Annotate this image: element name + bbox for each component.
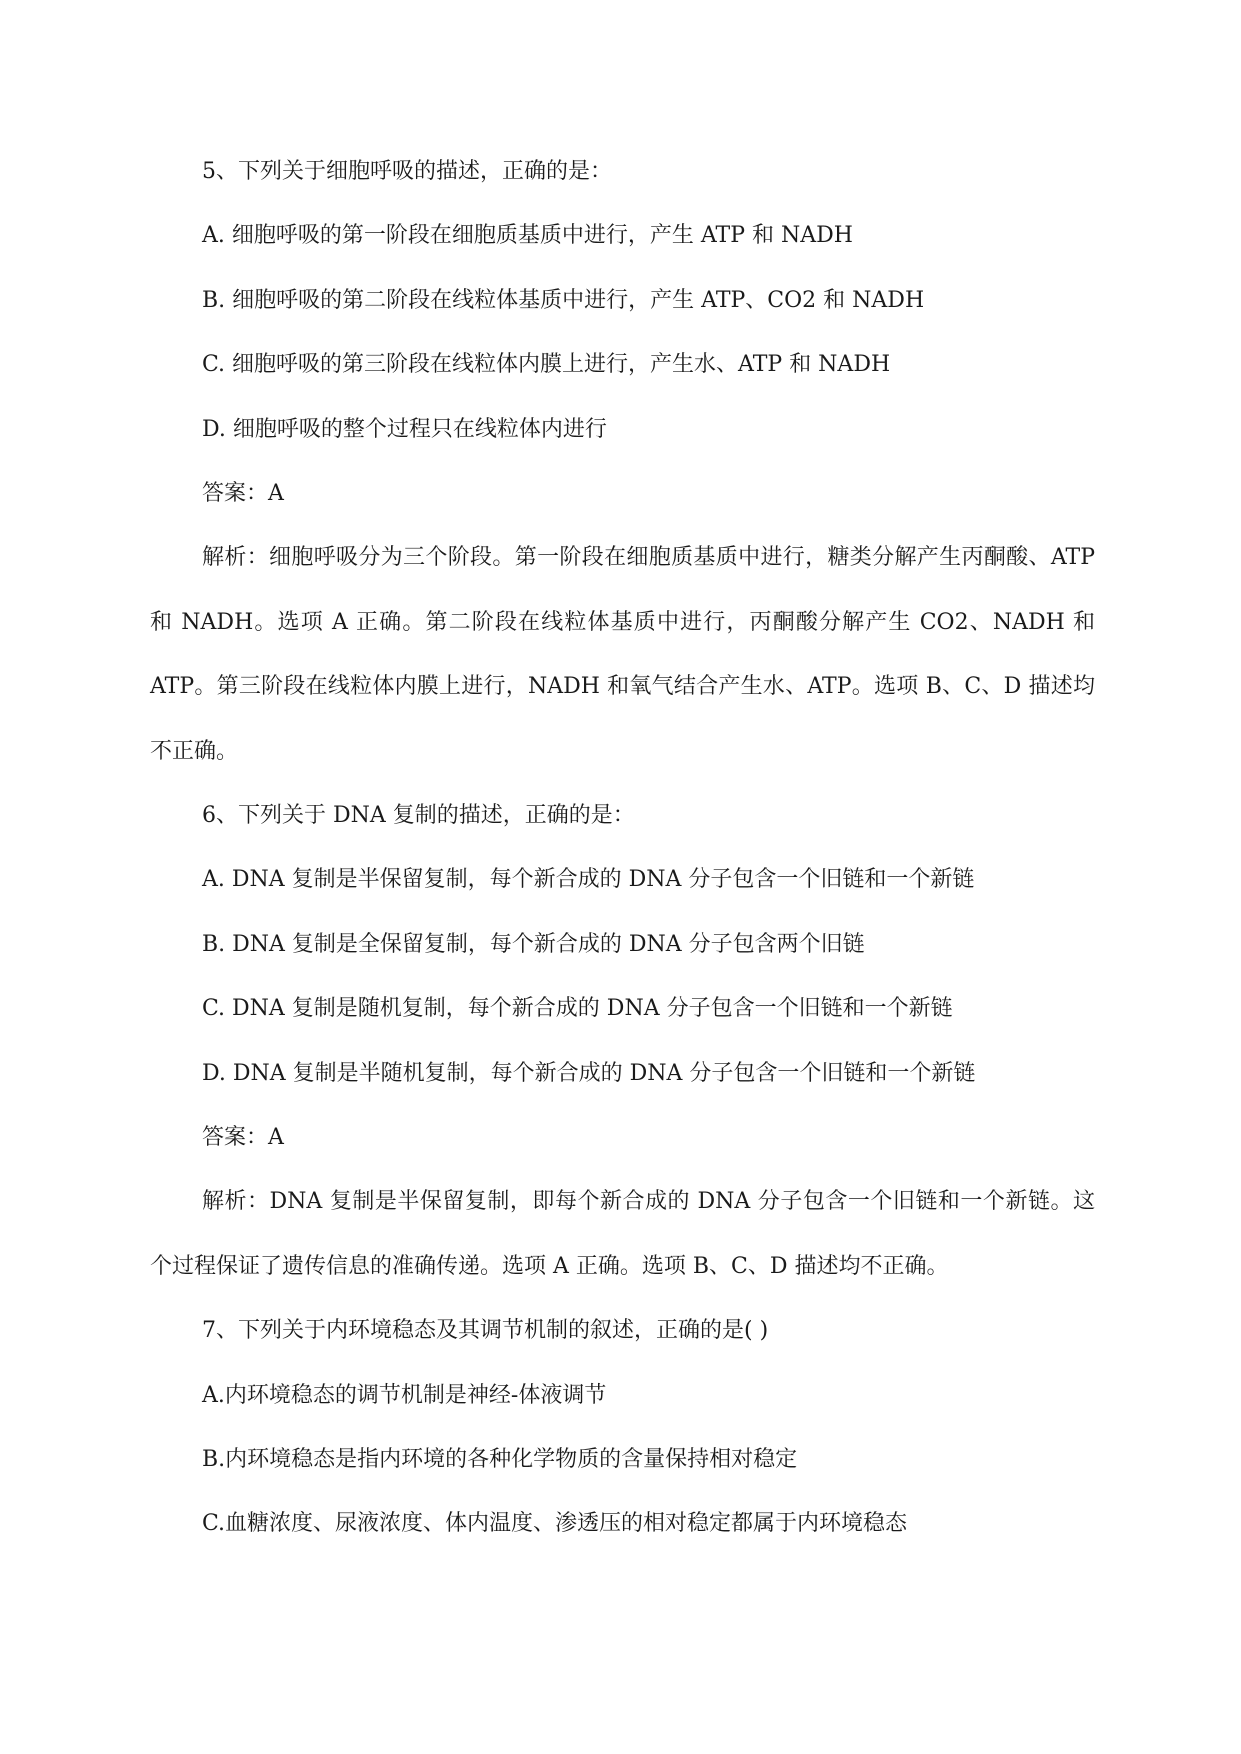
question-5-option-c: C. 细胞呼吸的第三阶段在线粒体内膜上进行，产生水、ATP 和 NADH — [202, 352, 891, 378]
page-content — [150, 140, 1095, 1557]
question-5-option-a: A. 细胞呼吸的第一阶段在细胞质基质中进行，产生 ATP 和 NADH — [202, 223, 853, 249]
question-6-stem: 6、下列关于 DNA 复制的描述，正确的是： — [202, 802, 635, 828]
question-5-stem: 5、下列关于细胞呼吸的描述，正确的是： — [202, 159, 612, 184]
question-6-option-d: D. DNA 复制是半随机复制，每个新合成的 DNA 分子包含一个旧链和一个新链 — [202, 1060, 976, 1086]
question-7-stem: 7、下列关于内环境稳态及其调节机制的叙述，正确的是( ) — [202, 1318, 769, 1344]
question-6-option-a: A. DNA 复制是半保留复制，每个新合成的 DNA 分子包含一个旧链和一个新链 — [202, 867, 975, 893]
question-6-option-c: C. DNA 复制是随机复制，每个新合成的 DNA 分子包含一个旧链和一个新链 — [202, 996, 953, 1022]
question-7-option-b: B.内环境稳态是指内环境的各种化学物质的含量保持相对稳定 — [202, 1446, 798, 1472]
question-7-option-a: A.内环境稳态的调节机制是神经-体液调节 — [202, 1382, 607, 1408]
question-7-option-c: C.血糖浓度、尿液浓度、体内温度、渗透压的相对稳定都属于内环境稳态 — [202, 1511, 908, 1537]
question-5-analysis: 解析：细胞呼吸分为三个阶段。第一阶段在细胞质基质中进行，糖类分解产生丙酮酸、ATP 和 NADH。选项 A 正确。第二阶段在线粒体基质中进行，丙酮酸分解产生 CO2、NADH 和 ATP。第三阶段在线粒体内膜上进行，NADH 和氧气结合产生水、ATP。选项 B、C、D 描述均不正确。 — [150, 545, 1095, 764]
question-5-option-d: D. 细胞呼吸的整个过程只在线粒体内进行 — [202, 416, 607, 442]
question-6-analysis: 解析：DNA 复制是半保留复制，即每个新合成的 DNA 分子包含一个旧链和一个新链。这个过程保证了遗传信息的准确传递。选项 A 正确。选项 B、C、D 描述均不正确。 — [150, 1189, 1095, 1279]
question-5-answer: 答案：A — [202, 480, 284, 506]
question-5-option-b: B. 细胞呼吸的第二阶段在线粒体基质中进行，产生 ATP、CO2 和 NADH — [202, 287, 925, 313]
question-6-option-b: B. DNA 复制是全保留复制，每个新合成的 DNA 分子包含两个旧链 — [202, 931, 865, 957]
question-6-answer: 答案：A — [202, 1124, 284, 1150]
